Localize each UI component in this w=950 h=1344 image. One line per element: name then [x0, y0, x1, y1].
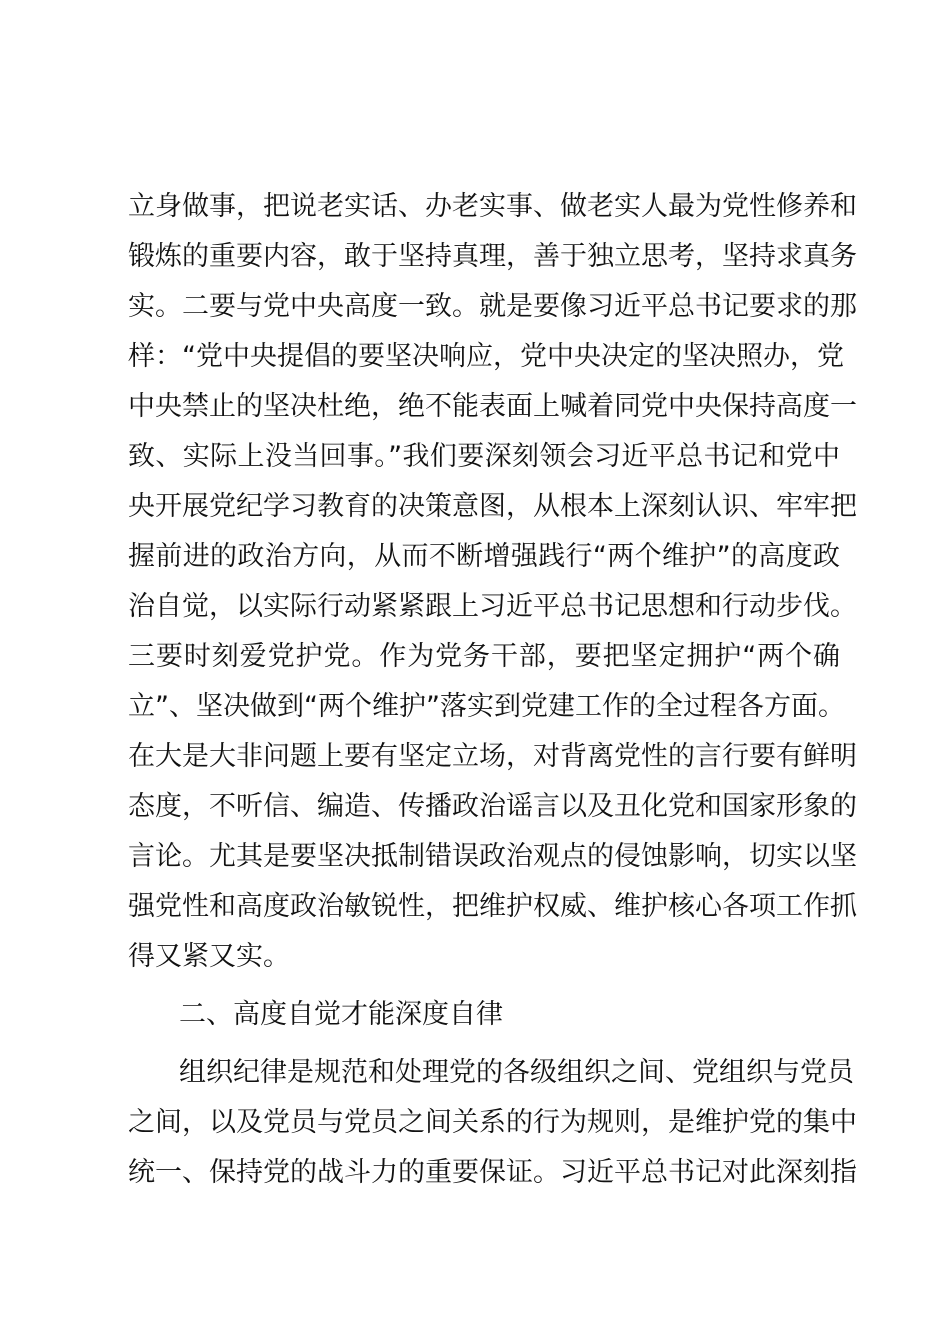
paragraph-line: 实。二要与党中央高度一致。就是要像习近平总书记要求的那 — [128, 291, 857, 322]
paragraph-line: 致、实际上没当回事。”我们要深刻领会习近平总书记和党中 — [128, 441, 840, 472]
paragraph-line: 在大是大非问题上要有坚定立场，对背离党性的言行要有鲜明 — [128, 741, 857, 772]
paragraph-line: 治自觉，以实际行动紧紧跟上习近平总书记思想和行动步伐。 — [128, 591, 857, 622]
paragraph-line: 三要时刻爱党护党。作为党务干部，要把坚定拥护“两个确 — [128, 641, 840, 672]
paragraph-line: 得又紧又实。 — [128, 941, 290, 972]
paragraph-line: 央开展党纪学习教育的决策意图，从根本上深刻认识、牢牢把 — [128, 491, 857, 522]
paragraph-line: 样：“党中央提倡的要坚决响应，党中央决定的坚决照办，党 — [128, 341, 844, 372]
paragraph-line: 锻炼的重要内容，敢于坚持真理，善于独立思考，坚持求真务 — [128, 241, 857, 272]
section-heading: 二、高度自觉才能深度自律 — [179, 999, 503, 1030]
paragraph-line: 立身做事，把说老实话、办老实事、做老实人最为党性修养和 — [128, 191, 857, 222]
paragraph-line: 之间，以及党员与党员之间关系的行为规则，是维护党的集中 — [128, 1107, 857, 1138]
paragraph-line: 言论。尤其是要坚决抵制错误政治观点的侵蚀影响，切实以坚 — [128, 841, 857, 872]
paragraph-line: 态度，不听信、编造、传播政治谣言以及丑化党和国家形象的 — [128, 791, 857, 822]
paragraph-line: 统一、保持党的战斗力的重要保证。习近平总书记对此深刻指 — [128, 1157, 857, 1188]
paragraph-line: 中央禁止的坚决杜绝，绝不能表面上喊着同党中央保持高度一 — [128, 391, 857, 422]
paragraph-line: 强党性和高度政治敏锐性，把维护权威、维护核心各项工作抓 — [128, 891, 857, 922]
paragraph-line: 立”、坚决做到“两个维护”落实到党建工作的全过程各方面。 — [128, 691, 845, 722]
paragraph-line: 握前进的政治方向，从而不断增强践行“两个维护”的高度政 — [128, 541, 840, 572]
paragraph-line: 组织纪律是规范和处理党的各级组织之间、党组织与党员 — [179, 1057, 854, 1088]
